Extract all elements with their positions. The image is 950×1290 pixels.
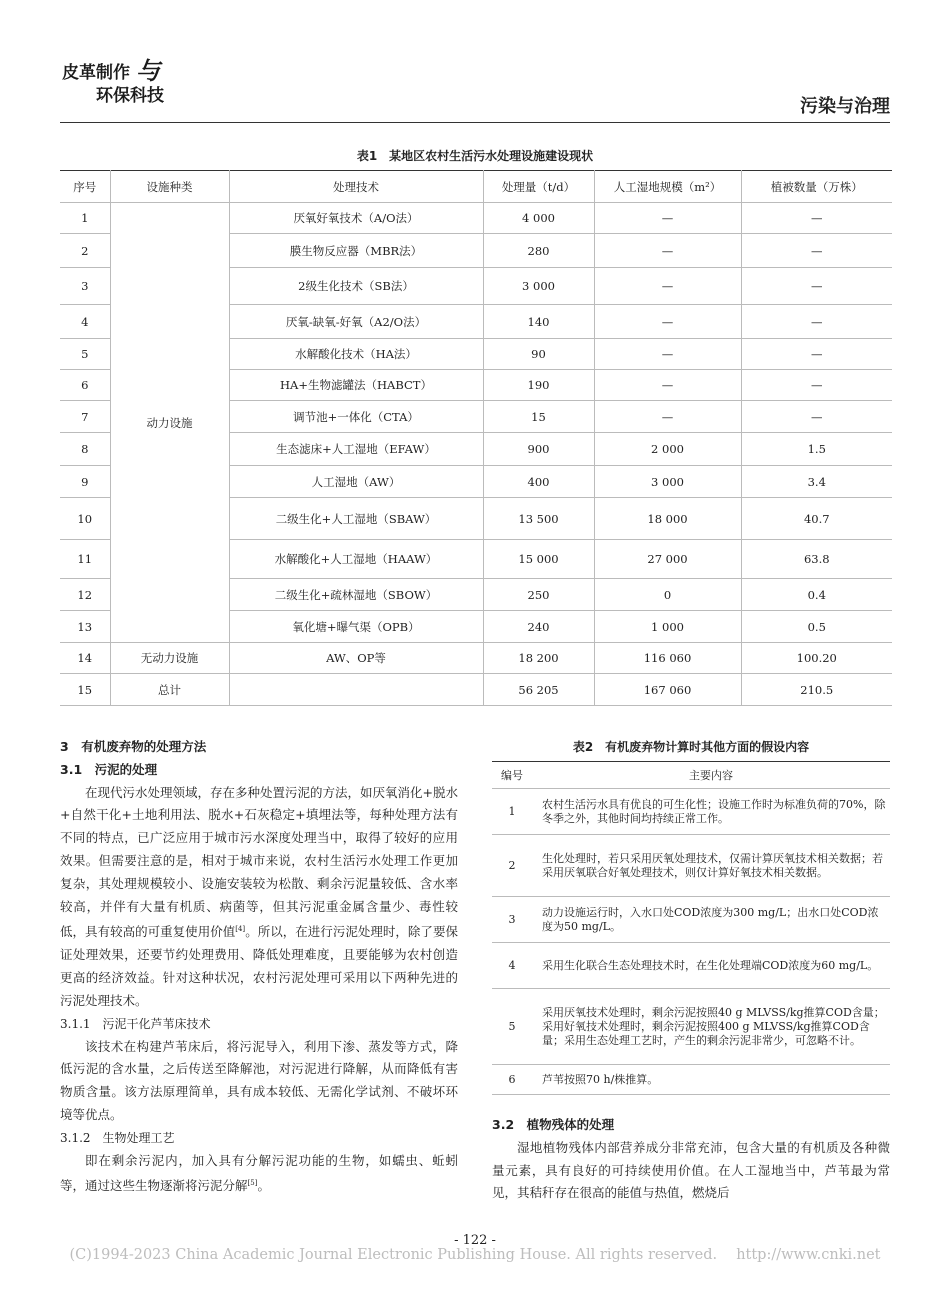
- cell-area: 1 000: [594, 611, 741, 643]
- table2-header-row: [492, 762, 890, 789]
- table1: [60, 170, 892, 706]
- section-title: 污染与治理: [800, 96, 890, 117]
- cell-plants: —: [741, 370, 892, 401]
- cell-tech: 二级生化+人工湿地（SBAW）: [229, 498, 483, 540]
- cell-no: 15: [60, 674, 110, 706]
- table2-col-header: 主要内容: [532, 762, 890, 789]
- cell-qty: 90: [483, 339, 594, 370]
- cell-area: —: [594, 370, 741, 401]
- cell-qty: 13 500: [483, 498, 594, 540]
- table1-col-header: 处理量（t/d）: [483, 171, 594, 203]
- cell-no: 6: [492, 1065, 532, 1095]
- cell-no: 3: [60, 268, 110, 305]
- cell-area: 116 060: [594, 643, 741, 674]
- cell-plants: —: [741, 234, 892, 268]
- heading-section-3-2: 3.2 植物残体的处理: [492, 1117, 615, 1132]
- table-row: [60, 674, 892, 706]
- table2-caption: 表2 有机废弃物计算时其他方面的假设内容: [572, 740, 810, 754]
- cell-no: 7: [60, 401, 110, 433]
- table2: [492, 761, 890, 1095]
- cell-no: 11: [60, 540, 110, 579]
- table2-col-header: 编号: [492, 762, 532, 789]
- table1-caption: 表1 某地区农村生活污水处理设施建设现状: [356, 149, 594, 163]
- cell-tech: 调节池+一体化（CTA）: [229, 401, 483, 433]
- cell-area: 0: [594, 579, 741, 611]
- cell-no: 2: [60, 234, 110, 268]
- cell-area: 18 000: [594, 498, 741, 540]
- cell-plants: 210.5: [741, 674, 892, 706]
- paragraph-text: 。: [257, 1178, 270, 1194]
- cell-no: 13: [60, 611, 110, 643]
- cell-content: 采用厌氧技术处理时，剩余污泥按照40 g MLVSS/kg推算COD含量；采用好氧技术处理时，剩余污泥按照400 g MLVSS/kg推算COD含量；采用生态处理工艺时，产生的剩余污泥非常少，可忽略不计。: [532, 989, 890, 1065]
- paragraph-text: 。所以，在进行污泥处理时，除了要保证处理效果，还要节约处理费用、降低处理难度，且要能够为农村创造更高的经济效益。针对这种状况，农村污泥处理可采用以下两种先进的污泥处理技术。: [60, 924, 458, 1008]
- citation: [5]: [247, 1179, 258, 1188]
- cell-area: 3 000: [594, 466, 741, 498]
- cell-tech: 水解酸化技术（HA法）: [229, 339, 483, 370]
- heading-3-1-1: 3.1.1 污泥干化芦苇床技术: [60, 1016, 211, 1031]
- cell-no: 5: [492, 989, 532, 1065]
- cell-content: 采用生化联合生态处理技术时，在生化处理端COD浓度为60 mg/L。: [532, 943, 890, 989]
- cell-plants: —: [741, 268, 892, 305]
- logo-line-2: 环保科技: [96, 86, 164, 106]
- cell-plants: 100.20: [741, 643, 892, 674]
- cell-type-total: 总计: [110, 674, 229, 706]
- header-rule: [60, 122, 890, 123]
- cell-qty: 240: [483, 611, 594, 643]
- cell-qty: 3 000: [483, 268, 594, 305]
- paragraph-text: 在现代污水处理领域，存在多种处置污泥的方法，如厌氧消化+脱水+自然干化+土地利用法、脱水+石灰稳定+填埋法等，每种处理方法有不同的特点，已广泛应用于城市污水深度处理当中，取得了较好的应用效果。但需要注意的是，相对于城市来说，农村生活污水处理工作更加复杂，其处理规模较小、设施安装较为松散、剩余污泥量较低、含水率较高，并伴有大量有机质、病菌等，但其污泥重金属含量少、毒性较低，具有较高的可重复使用价值: [60, 784, 458, 940]
- table1-col-header: 植被数量（万株）: [741, 171, 892, 203]
- cell-qty: 4 000: [483, 203, 594, 234]
- table-row: [492, 789, 890, 835]
- cell-tech: 厌氧好氧技术（A/O法）: [229, 203, 483, 234]
- cell-no: 2: [492, 835, 532, 897]
- citation: [4]: [235, 925, 246, 934]
- cell-no: 9: [60, 466, 110, 498]
- table1-col-header: 人工湿地规模（m²）: [594, 171, 741, 203]
- cell-plants: —: [741, 305, 892, 339]
- cell-tech: 人工湿地（AW）: [229, 466, 483, 498]
- cell-qty: 400: [483, 466, 594, 498]
- logo-line-1: 皮革制作: [62, 63, 130, 83]
- cell-content: 农村生活污水具有优良的可生化性；设施工作时为标准负荷的70%，除冬季之外，其他时间均持续正常工作。: [532, 789, 890, 835]
- cell-plants: 40.7: [741, 498, 892, 540]
- cell-qty: 18 200: [483, 643, 594, 674]
- cell-tech: 2级生化技术（SB法）: [229, 268, 483, 305]
- cell-plants: —: [741, 401, 892, 433]
- paragraph: [60, 1150, 458, 1199]
- cell-no: 4: [492, 943, 532, 989]
- copyright-footer: (C)1994-2023 China Academic Journal Electronic Publishing House. All rights reserved. http://www.cnki.net: [69, 1247, 881, 1263]
- table1-col-header: 处理技术: [229, 171, 483, 203]
- cell-no: 5: [60, 339, 110, 370]
- cell-qty: 15: [483, 401, 594, 433]
- cell-content: 生化处理时，若只采用厌氧处理技术，仅需计算厌氧技术相关数据；若采用厌氧联合好氧处理技术，则仅计算好氧技术相关数据。: [532, 835, 890, 897]
- cell-qty: 190: [483, 370, 594, 401]
- table1-header-row: [60, 171, 892, 203]
- cell-plants: 1.5: [741, 433, 892, 466]
- cell-no: 10: [60, 498, 110, 540]
- cell-plants: 0.5: [741, 611, 892, 643]
- cell-qty: 900: [483, 433, 594, 466]
- cell-content: 动力设施运行时，入水口处COD浓度为300 mg/L；出水口处COD浓度为50 mg/L。: [532, 897, 890, 943]
- page-number: - 122 -: [454, 1233, 496, 1248]
- paragraph: [60, 782, 458, 1013]
- table1-col-header: 设施种类: [110, 171, 229, 203]
- table1-col-header: 序号: [60, 171, 110, 203]
- cell-tech: [229, 674, 483, 706]
- cell-qty: 140: [483, 305, 594, 339]
- cell-plants: 63.8: [741, 540, 892, 579]
- cell-tech: 氧化塘+曝气渠（OPB）: [229, 611, 483, 643]
- cell-plants: —: [741, 339, 892, 370]
- cell-plants: 0.4: [741, 579, 892, 611]
- cell-tech: 膜生物反应器（MBR法）: [229, 234, 483, 268]
- paragraph-text: 即在剩余污泥内，加入具有分解污泥功能的生物，如蠕虫、蚯蚓等，通过这些生物逐渐将污泥分解: [60, 1152, 458, 1194]
- cell-no: 1: [60, 203, 110, 234]
- cell-plants: —: [741, 203, 892, 234]
- cell-area: —: [594, 268, 741, 305]
- heading-section-3: 3 有机废弃物的处理方法: [60, 739, 207, 754]
- cell-tech: 厌氧-缺氧-好氧（A2/O法）: [229, 305, 483, 339]
- cell-qty: 15 000: [483, 540, 594, 579]
- cell-no: 8: [60, 433, 110, 466]
- cell-qty: 280: [483, 234, 594, 268]
- paragraph: 该技术在构建芦苇床后，将污泥导入，利用下渗、蒸发等方式，降低污泥的含水量，之后传送至降解池，对污泥进行降解，从而降低有害物质含量。该方法原理简单，具有成本较低、无需化学试剂、不破坏环境等优点。: [60, 1038, 458, 1122]
- cell-content: 芦苇按照70 h/株推算。: [532, 1065, 890, 1095]
- cell-type-unpowered: 无动力设施: [110, 643, 229, 674]
- cell-type-powered: 动力设施: [110, 203, 229, 643]
- cell-no: 6: [60, 370, 110, 401]
- cell-area: 167 060: [594, 674, 741, 706]
- cell-area: —: [594, 203, 741, 234]
- cell-qty: 56 205: [483, 674, 594, 706]
- cell-tech: 生态滤床+人工湿地（EFAW）: [229, 433, 483, 466]
- cell-no: 12: [60, 579, 110, 611]
- cell-area: —: [594, 234, 741, 268]
- table-row: [492, 835, 890, 897]
- cell-no: 1: [492, 789, 532, 835]
- table-row: [492, 1065, 890, 1095]
- table-row: [60, 203, 892, 234]
- cell-no: 14: [60, 643, 110, 674]
- table-row: [492, 897, 890, 943]
- table-row: [492, 989, 890, 1065]
- cell-area: 2 000: [594, 433, 741, 466]
- cell-tech: 水解酸化+人工湿地（HAAW）: [229, 540, 483, 579]
- heading-section-3-1: 3.1 污泥的处理: [60, 761, 158, 777]
- paragraph: 湿地植物残体内部营养成分非常充沛，包含大量的有机质及各种微量元素，具有良好的可持续使用价值。在人工湿地当中，芦苇最为常见，其秸秆存在很高的能值与热值，燃烧后: [492, 1139, 890, 1201]
- left-column: [60, 736, 458, 1198]
- cell-plants: 3.4: [741, 466, 892, 498]
- cell-qty: 250: [483, 579, 594, 611]
- cell-tech: AW、OP等: [229, 643, 483, 674]
- cell-tech: HA+生物滤罐法（HABCT）: [229, 370, 483, 401]
- journal-logo: [62, 57, 164, 108]
- cell-area: —: [594, 339, 741, 370]
- cell-tech: 二级生化+疏林湿地（SBOW）: [229, 579, 483, 611]
- cell-area: —: [594, 305, 741, 339]
- cell-no: 4: [60, 305, 110, 339]
- right-column: [492, 1114, 890, 1205]
- cell-area: —: [594, 401, 741, 433]
- table-row: [60, 643, 892, 674]
- table-row: [492, 943, 890, 989]
- logo-ampersand: 与: [136, 57, 160, 85]
- cell-no: 3: [492, 897, 532, 943]
- heading-3-1-2: 3.1.2 生物处理工艺: [60, 1130, 175, 1145]
- cell-area: 27 000: [594, 540, 741, 579]
